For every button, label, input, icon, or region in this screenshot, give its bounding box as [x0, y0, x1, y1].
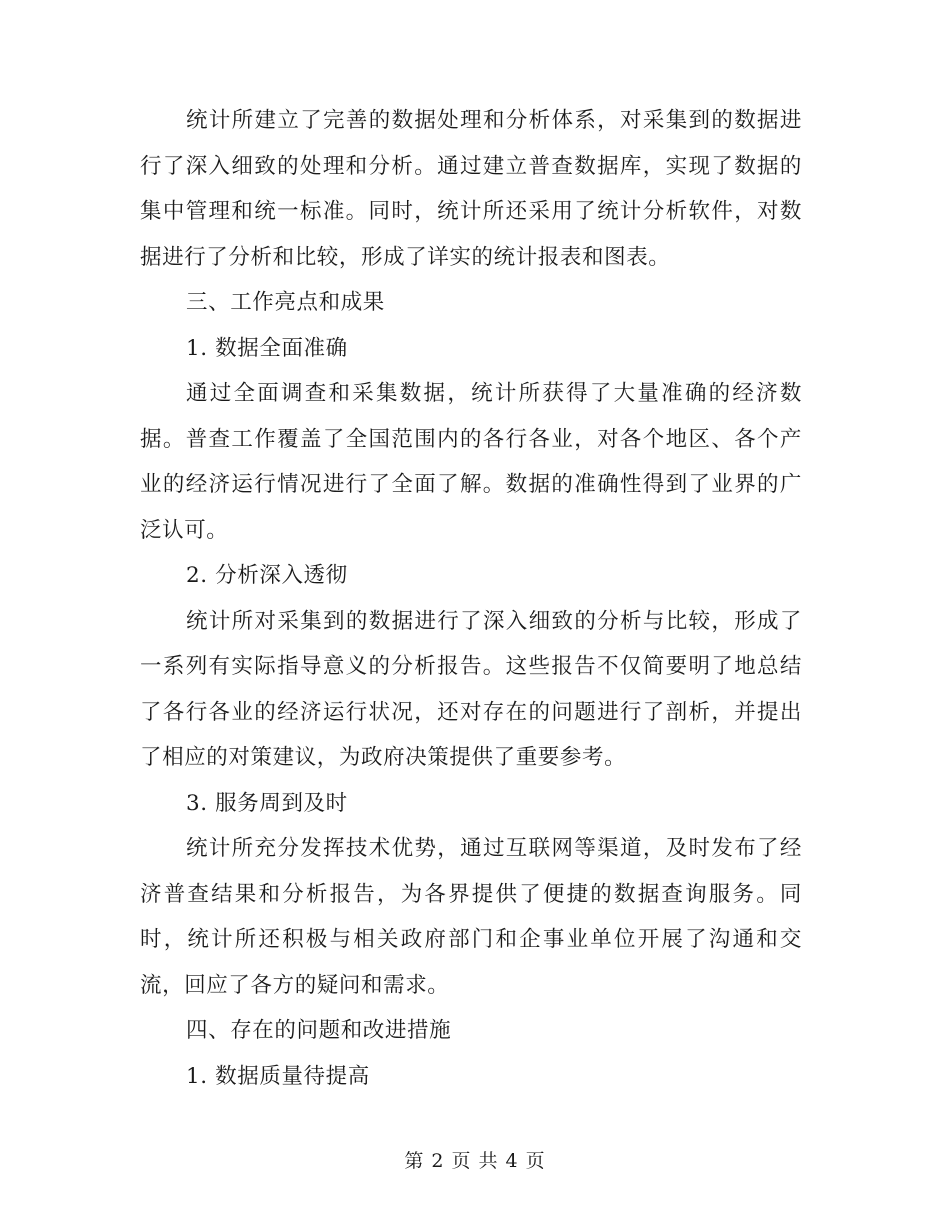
section-heading-problems: 四、存在的问题和改进措施	[186, 1018, 452, 1043]
paragraph-analysis: 统计所对采集到的数据进行了深入细致的分析与比较，形成了一系列有实际指导意义的分析报告。这些报告不仅简要明了地总结了各行各业的经济运行状况，还对存在的问题进行了剖析，并提出了相应的对策建议，为政府决策提供了重要参考。	[140, 608, 802, 770]
paragraph-data-accuracy: 通过全面调查和采集数据，统计所获得了大量准确的经济数据。普查工作覆盖了全国范围内的各行各业，对各个地区、各个产业的经济运行情况进行了全面了解。数据的准确性得到了业界的广泛认可。	[140, 381, 802, 543]
paragraph-data-processing: 统计所建立了完善的数据处理和分析体系，对采集到的数据进行了深入细致的处理和分析。通过建立普查数据库，实现了数据的集中管理和统一标准。同时，统计所还采用了统计分析软件，对数据进行了分析和比较，形成了详实的统计报表和图表。	[140, 108, 802, 270]
subheading-data-quality: 1. 数据质量待提高	[186, 1063, 370, 1089]
page-number-footer: 第 2 页 共 4 页	[404, 1150, 546, 1172]
subheading-service: 3. 服务周到及时	[186, 790, 348, 816]
document-page	[140, 98, 802, 1099]
subheading-analysis: 2. 分析深入透彻	[186, 563, 348, 588]
subheading-data-accuracy: 1. 数据全面准确	[186, 335, 348, 361]
paragraph-service: 统计所充分发挥技术优势，通过互联网等渠道，及时发布了经济普查结果和分析报告，为各界提供了便捷的数据查询服务。同时，统计所还积极与相关政府部门和企事业单位开展了沟通和交流，回应了各方的疑问和需求。	[140, 836, 802, 998]
section-heading-highlights: 三、工作亮点和成果	[186, 290, 385, 315]
